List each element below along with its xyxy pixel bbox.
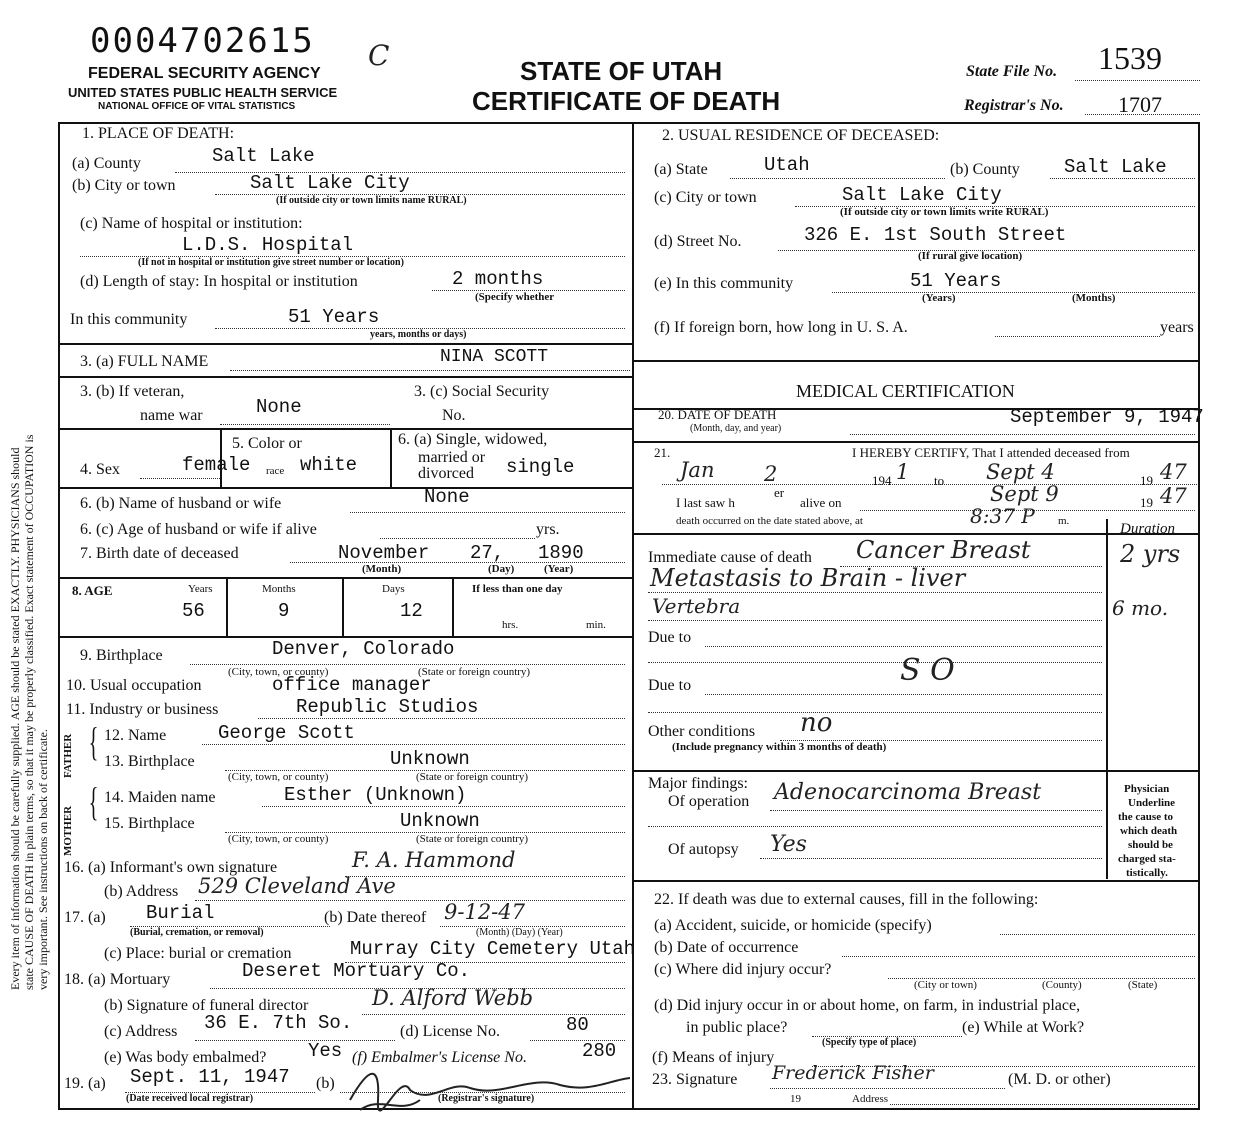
attended-from-year: 1 (896, 460, 910, 484)
funeral-director-label: (b) Signature of funeral director (104, 997, 309, 1014)
date-of-death-note: (Month, day, and year) (690, 423, 782, 434)
father-bp-note-1: (City, town, or county) (228, 771, 329, 783)
death-county: Salt Lake (212, 145, 315, 167)
industry-label: 11. Industry or business (66, 701, 219, 718)
residence-heading: 2. USUAL RESIDENCE OF DECEASED: (662, 127, 940, 144)
father-side-label: FATHER (62, 733, 74, 778)
death-city-note: (If outside city or town limits name RURAL) (276, 195, 467, 206)
race-label: race (266, 465, 285, 477)
autopsy-findings: Yes (770, 832, 807, 857)
received-date: Sept. 11, 1947 (130, 1066, 290, 1088)
date-of-death: September 9, 1947 (1010, 406, 1204, 428)
physician-note-6: charged sta- (1118, 853, 1176, 865)
physician-note-1: Physician (1124, 783, 1170, 795)
registrar-number-label: Registrar's No. (964, 97, 1064, 114)
spouse-age-label: 6. (c) Age of husband or wife if alive (80, 521, 317, 538)
other-conditions-label: Other conditions (648, 723, 756, 740)
physician-note-5: should be (1128, 839, 1173, 851)
embalmed-label: (e) Was body embalmed? (104, 1049, 267, 1066)
sex: female (182, 454, 251, 476)
informant-signature: F. A. Hammond (352, 848, 516, 872)
burial-date-note: (Month) (Day) (Year) (476, 927, 563, 938)
residence-street-note: (If rural give location) (918, 250, 1023, 262)
disposal-note: (Burial, cremation, or removal) (130, 927, 264, 938)
industry: Republic Studios (296, 696, 479, 718)
age-years: 56 (182, 600, 205, 622)
place-of-death-heading: 1. PLACE OF DEATH: (82, 125, 235, 142)
birthplace-note-2: (State or foreign country) (418, 666, 531, 678)
operation-findings: Adenocarcinoma Breast (774, 780, 1042, 805)
foreign-born-label: (f) If foreign born, how long in U. S. A. (654, 319, 908, 336)
attended-to-year: 47 (1160, 460, 1187, 484)
registrar-signature-note: (Registrar's signature) (438, 1093, 535, 1104)
due-to-2: S O (900, 653, 955, 688)
mother-side-label: MOTHER (62, 805, 74, 856)
death-community: 51 Years (288, 306, 380, 328)
external-c-note-3: (State) (1128, 979, 1158, 991)
marital-label-1: 6. (a) Single, widowed, (398, 431, 548, 448)
registrar-signature (340, 1060, 640, 1116)
war-label: name war (140, 407, 203, 424)
birthplace-label: 9. Birthplace (80, 647, 163, 664)
other-conditions: no (800, 708, 833, 738)
physician-note-2: Underline (1128, 797, 1176, 809)
residence-city: Salt Lake City (842, 184, 1002, 206)
physician-note-3: the cause to (1118, 811, 1173, 823)
informant-address-label: (b) Address (104, 883, 179, 900)
ss-no-label: No. (442, 407, 466, 424)
major-findings-label: Major findings: (648, 775, 748, 792)
burial-place: Murray City Cemetery Utah (350, 938, 636, 960)
registrar-number: 1707 (1118, 92, 1162, 117)
embalmer-license: 280 (582, 1040, 617, 1062)
mother-bp-note-2: (State or foreign country) (416, 833, 529, 845)
last-alive-date: Sept 9 (990, 482, 1059, 506)
immediate-cause-3: Vertebra (652, 594, 741, 618)
signature-label: 23. Signature (652, 1071, 738, 1088)
physician-note-7: tistically. (1126, 867, 1168, 879)
death-county-label: (a) County (72, 155, 141, 172)
signature-address-label: Address (852, 1093, 889, 1105)
state-file-label: State File No. (966, 63, 1058, 80)
signature-suffix: (M. D. or other) (1008, 1071, 1111, 1088)
death-city-label: (b) City or town (72, 177, 176, 194)
date-of-death-label: 20. DATE OF DEATH (658, 407, 777, 422)
mortuary-address-label: (c) Address (104, 1023, 178, 1040)
birth-day-note: (Day) (488, 563, 515, 575)
attended-to-year-prefix: 19 (1140, 473, 1153, 488)
father-birthplace: Unknown (390, 748, 470, 770)
mortuary: Deseret Mortuary Co. (242, 960, 471, 982)
immediate-cause-duration: 2 yrs (1120, 540, 1181, 568)
min-label: min. (586, 619, 606, 631)
race: white (300, 454, 358, 476)
marital-label-2: married or (418, 449, 486, 466)
death-community-label: In this community (70, 311, 188, 328)
immediate-cause-1: Cancer Breast (856, 536, 1031, 564)
birth-year-note: (Year) (544, 563, 574, 575)
father-name: George Scott (218, 722, 355, 744)
duration-label: Duration (1120, 521, 1176, 537)
registrar-signature-label: (b) (316, 1075, 335, 1092)
side-instructions-3: very important. See instructions on back of certificate. (36, 729, 50, 990)
residence-city-note: (If outside city or town limits write RURAL) (840, 206, 1049, 218)
father-name-label: 12. Name (104, 727, 167, 744)
residence-street-label: (d) Street No. (654, 233, 742, 250)
serial-mark: C (368, 39, 390, 72)
autopsy-label: Of autopsy (668, 841, 739, 858)
age-days-label: Days (382, 583, 405, 595)
spouse-name: None (424, 486, 470, 508)
birth-date-label: 7. Birth date of deceased (80, 545, 239, 562)
external-c-note-1: (City or town) (914, 979, 977, 991)
residence-state-label: (a) State (654, 161, 708, 178)
state-file-number: 1539 (1098, 40, 1162, 76)
foreign-born-suffix: years (1160, 319, 1194, 336)
mortuary-address: 36 E. 7th So. (204, 1012, 353, 1034)
certify-number: 21. (654, 445, 671, 460)
age-years-label: Years (188, 583, 213, 595)
residence-community: 51 Years (910, 270, 1002, 292)
burial-date-label: (b) Date thereof (324, 909, 427, 926)
stay-length: 2 months (452, 268, 544, 290)
alive-year: 47 (1160, 484, 1187, 508)
death-city: Salt Lake City (250, 172, 410, 194)
color-label: 5. Color or (232, 435, 302, 452)
stay-note: (Specify whether (475, 291, 555, 303)
age-label: 8. AGE (72, 583, 113, 598)
disposal-label: 17. (a) (64, 909, 106, 926)
death-community-note: years, months or days) (370, 329, 467, 340)
mother-birthplace-label: 15. Birthplace (104, 815, 195, 832)
age-days: 12 (400, 600, 423, 622)
death-occurred-label: death occurred on the date stated above, at (676, 515, 863, 527)
due-to-1-label: Due to (648, 629, 692, 646)
birth-day: 27, (470, 542, 505, 564)
veteran-label: 3. (b) If veteran, (80, 383, 185, 400)
external-f: (f) Means of injury (652, 1049, 775, 1066)
certify-text: I HEREBY CERTIFY, That I attended deceased from (852, 445, 1130, 460)
license-number: 80 (566, 1014, 589, 1036)
time-of-death: 8:37 P (970, 504, 1035, 528)
due-to-2-label: Due to (648, 677, 692, 694)
informant-address: 529 Cleveland Ave (198, 874, 396, 898)
burial-place-label: (c) Place: burial or cremation (104, 945, 292, 962)
mother-bp-note-1: (City, town, or county) (228, 833, 329, 845)
residence-city-label: (c) City or town (654, 189, 757, 206)
agency-name: FEDERAL SECURITY AGENCY (88, 65, 321, 82)
external-heading: 22. If death was due to external causes, fill in the following: (654, 891, 1039, 908)
hospital-name: L.D.S. Hospital (182, 234, 354, 256)
residence-community-label: (e) In this community (654, 275, 794, 292)
residence-years-note: (Years) (922, 292, 956, 304)
marital-label-3: divorced (418, 465, 474, 482)
external-a: (a) Accident, suicide, or homicide (specify) (654, 917, 932, 934)
alive-on-label: alive on (800, 495, 842, 510)
external-b: (b) Date of occurrence (654, 939, 799, 956)
certificate-title: CERTIFICATE OF DEATH (472, 86, 781, 116)
attended-from-month: Jan (680, 458, 715, 482)
sex-label: 4. Sex (80, 461, 120, 478)
birth-year: 1890 (538, 542, 584, 564)
mortuary-label: 18. (a) Mortuary (64, 971, 171, 988)
external-d2: in public place? (686, 1019, 788, 1036)
side-instructions-1: Every item of information should be carefully supplied. AGE should be stated EXACTLY. PHYSICIANS should (8, 447, 22, 990)
full-name-label: 3. (a) FULL NAME (80, 353, 209, 370)
other-conditions-note: (Include pregnancy within 3 months of death) (672, 741, 887, 753)
hrs-label: hrs. (502, 619, 519, 631)
last-saw-er: er (774, 485, 785, 500)
age-months-label: Months (262, 583, 296, 595)
birth-month-note: (Month) (362, 563, 402, 575)
war-name: None (256, 396, 302, 418)
hospital-note: (If not in hospital or institution give street number or location) (138, 257, 404, 268)
state-title: STATE OF UTAH (520, 56, 723, 86)
received-label: 19. (a) (64, 1075, 106, 1092)
full-name: NINA SCOTT (440, 347, 549, 367)
immediate-cause-3-duration: 6 mo. (1112, 596, 1169, 620)
hospital-label: (c) Name of hospital or institution: (80, 215, 303, 232)
embalmed: Yes (308, 1040, 343, 1062)
immediate-cause-2: Metastasis to Brain - liver (650, 564, 966, 592)
father-birthplace-label: 13. Birthplace (104, 753, 195, 770)
residence-months-note: (Months) (1072, 292, 1116, 304)
external-d: (d) Did injury occur in or about home, on farm, in industrial place, (654, 997, 1081, 1014)
residence-county: Salt Lake (1064, 156, 1167, 178)
external-d-note: (Specify type of place) (822, 1037, 917, 1048)
residence-street: 326 E. 1st South Street (804, 224, 1067, 246)
immediate-cause-label: Immediate cause of death (648, 549, 812, 566)
informant-label: 16. (a) Informant's own signature (64, 859, 278, 876)
marital-status: single (506, 456, 575, 478)
service-name: UNITED STATES PUBLIC HEALTH SERVICE (68, 85, 338, 100)
maiden-name-label: 14. Maiden name (104, 789, 216, 806)
attended-to: Sept 4 (986, 460, 1055, 484)
spouse-label: 6. (b) Name of husband or wife (80, 495, 282, 512)
maiden-name: Esther (Unknown) (284, 784, 467, 806)
less-than-day-label: If less than one day (472, 583, 563, 595)
alive-year-prefix: 19 (1140, 495, 1153, 510)
last-saw-label: I last saw h (676, 495, 735, 510)
birth-month: November (338, 542, 430, 564)
residence-county-label: (b) County (950, 161, 1020, 178)
attended-from-year-prefix: 194 (872, 473, 892, 488)
disposal: Burial (146, 902, 215, 924)
stay-label: (d) Length of stay: In hospital or institution (80, 273, 358, 290)
office-name: NATIONAL OFFICE OF VITAL STATISTICS (98, 101, 296, 112)
age-months: 9 (278, 600, 290, 622)
residence-state: Utah (764, 154, 810, 176)
signature-date-prefix: 19 (790, 1093, 801, 1105)
serial-number: 0004702615 (90, 21, 315, 61)
operation-label: Of operation (668, 793, 750, 810)
embalmer-license-label: (f) Embalmer's License No. (352, 1049, 527, 1066)
attended-to-label: to (934, 473, 945, 488)
birthplace: Denver, Colorado (272, 638, 455, 660)
external-c: (c) Where did injury occur? (654, 961, 832, 978)
social-security-label: 3. (c) Social Security (414, 383, 550, 400)
father-bp-note-2: (State or foreign country) (416, 771, 529, 783)
occupation: office manager (272, 674, 432, 696)
birthplace-note-1: (City, town, or county) (228, 666, 329, 678)
side-instructions-2: state CAUSE OF DEATH in plain terms, so that it may be properly classified. Exact statement of OCCUPATION is (22, 434, 36, 990)
occupation-label: 10. Usual occupation (66, 677, 202, 694)
received-note: (Date received local registrar) (126, 1093, 254, 1104)
external-e: (e) While at Work? (962, 1019, 1085, 1036)
mother-birthplace: Unknown (400, 810, 480, 832)
physician-note-4: which death (1120, 825, 1178, 837)
funeral-director-signature: D. Alford Webb (372, 986, 534, 1010)
license-label: (d) License No. (400, 1023, 500, 1040)
spouse-age-suffix: yrs. (536, 521, 560, 538)
medical-heading: MEDICAL CERTIFICATION (796, 381, 1015, 401)
time-suffix: m. (1058, 515, 1070, 527)
external-c-note-2: (County) (1042, 979, 1082, 991)
attended-from-day: 2 (764, 462, 778, 486)
physician-signature: Frederick Fisher (772, 1062, 934, 1084)
burial-date: 9-12-47 (444, 900, 525, 924)
